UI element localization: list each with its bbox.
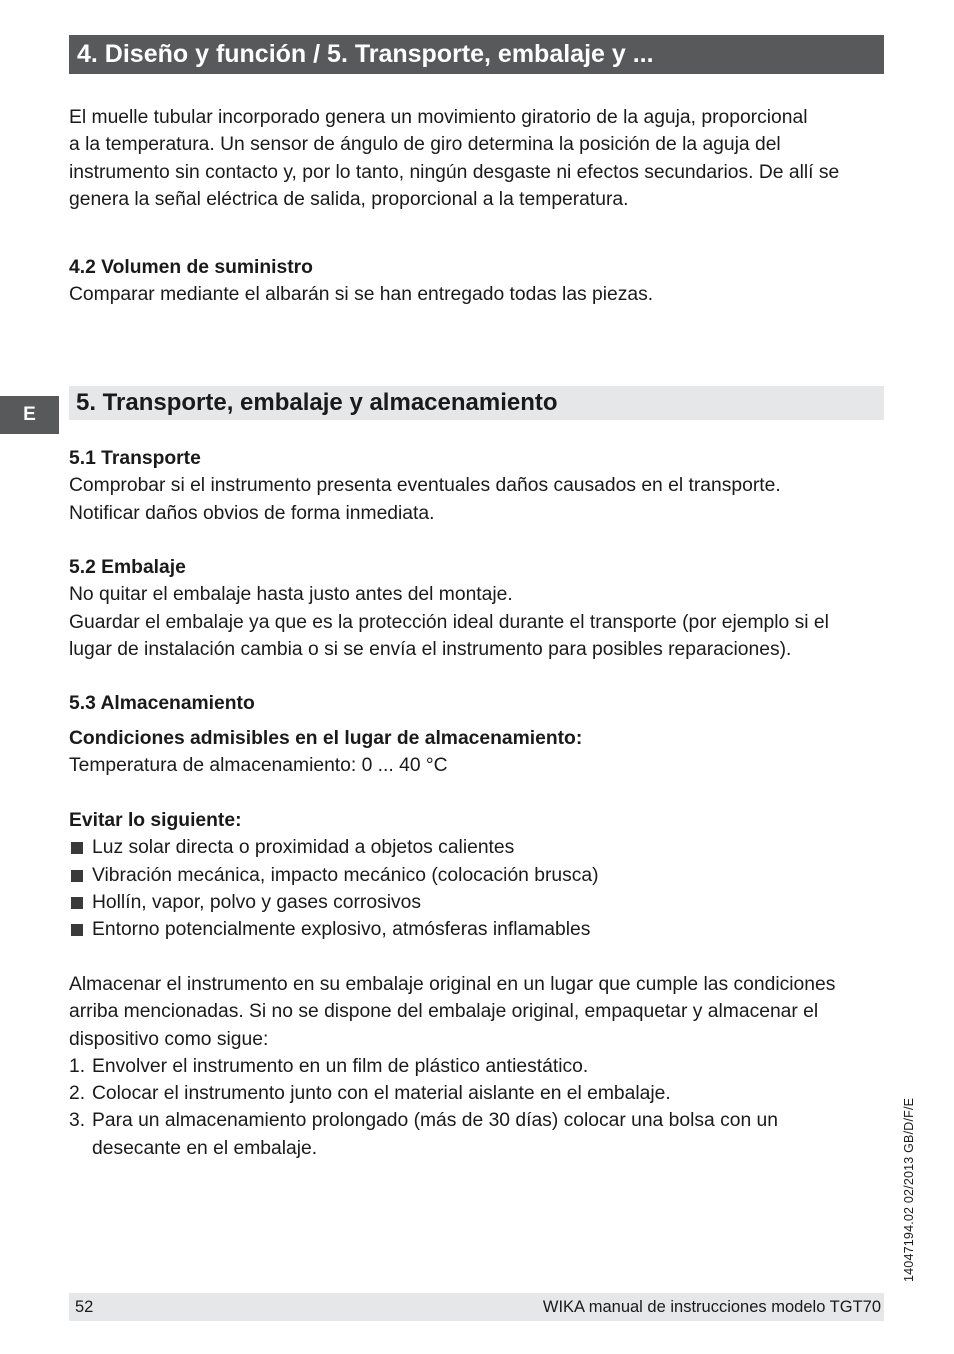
step-text: Para un almacenamiento prolongado (más de 30 días) colocar una bolsa con un desecante en el embalaje. xyxy=(92,1110,778,1159)
language-tab: E xyxy=(0,396,59,434)
square-bullet-icon xyxy=(71,842,83,854)
storage-temperature: Temperatura de almacenamiento: 0 ... 40 °C xyxy=(69,755,448,777)
page-header: 4. Diseño y función / 5. Transporte, embalaje y ... xyxy=(69,35,884,74)
section-4-2 xyxy=(69,254,884,309)
section-4-2-text: Comparar mediante el albarán si se han entregado todas las piezas. xyxy=(69,284,654,306)
avoid-heading: Evitar lo siguiente: xyxy=(69,810,242,831)
page-footer xyxy=(69,1293,884,1321)
list-item-text: Vibración mecánica, impacto mecánico (colocación brusca) xyxy=(92,864,599,886)
square-bullet-icon xyxy=(71,870,83,882)
section-5-2-line: Guardar el embalaje ya que es la protección ideal durante el transporte (por ejemplo si el xyxy=(69,611,829,633)
section-5-2-heading: 5.2 Embalaje xyxy=(69,557,186,578)
section-5-3-heading: 5.3 Almacenamiento xyxy=(69,693,255,714)
intro-line: genera la señal eléctrica de salida, proporcional a la temperatura. xyxy=(69,188,629,210)
list-item-text: Entorno potencialmente explosivo, atmósferas inflamables xyxy=(92,919,591,941)
storage-instructions xyxy=(69,971,884,1162)
section-5-2 xyxy=(69,554,884,663)
list-item xyxy=(69,889,884,916)
list-item xyxy=(69,1107,832,1162)
section-5-2-line: No quitar el embalaje hasta justo antes del montaje. xyxy=(69,584,513,606)
storage-conditions xyxy=(69,725,884,780)
conditions-heading: Condiciones admisibles en el lugar de almacenamiento: xyxy=(69,728,583,749)
step-number: 2. xyxy=(69,1083,86,1105)
square-bullet-icon xyxy=(71,897,83,909)
document-code: 14047194.02 02/2013 GB/D/F/E xyxy=(902,1097,916,1282)
section-5-3 xyxy=(69,690,884,717)
list-item-text: Luz solar directa o proximidad a objetos calientes xyxy=(92,837,515,859)
intro-paragraph xyxy=(69,104,884,213)
storage-line: dispositivo como sigue: xyxy=(69,1028,269,1050)
manual-title: WIKA manual de instrucciones modelo TGT70 xyxy=(542,1298,881,1316)
section-5-1-line: Notificar daños obvios de forma inmediata. xyxy=(69,502,435,524)
list-item xyxy=(69,1053,884,1080)
step-text: Colocar el instrumento junto con el material aislante en el embalaje. xyxy=(92,1083,671,1105)
square-bullet-icon xyxy=(71,924,83,936)
step-text: Envolver el instrumento en un film de plástico antiestático. xyxy=(92,1055,589,1077)
section-5-1 xyxy=(69,445,884,527)
avoid-block xyxy=(69,807,884,943)
section-5-1-heading: 5.1 Transporte xyxy=(69,448,201,469)
intro-line: El muelle tubular incorporado genera un movimiento giratorio de la aguja, proporcional xyxy=(69,107,808,128)
intro-line: a la temperatura. Un sensor de ángulo de giro determina la posición de la aguja del xyxy=(69,134,781,156)
storage-steps xyxy=(69,1053,884,1162)
list-item xyxy=(69,862,884,889)
step-number: 3. xyxy=(69,1110,86,1132)
step-number: 1. xyxy=(69,1055,86,1077)
storage-line: arriba mencionadas. Si no se dispone del embalaje original, empaquetar y almacenar el xyxy=(69,1001,819,1023)
list-item xyxy=(69,834,884,861)
section-5-2-line: lugar de instalación cambia o si se envía el instrumento para posibles reparaciones). xyxy=(69,638,792,660)
page-number: 52 xyxy=(75,1298,94,1316)
section-5-1-line: Comprobar si el instrumento presenta eventuales daños causados en el transporte. xyxy=(69,475,781,497)
list-item-text: Hollín, vapor, polvo y gases corrosivos xyxy=(92,891,422,913)
section-4-2-heading: 4.2 Volumen de suministro xyxy=(69,257,313,278)
section-5-heading: 5. Transporte, embalaje y almacenamiento xyxy=(69,386,884,420)
avoid-list xyxy=(69,834,884,943)
storage-line: Almacenar el instrumento en su embalaje original en un lugar que cumple las condiciones xyxy=(69,974,836,995)
intro-line: instrumento sin contacto y, por lo tanto, ningún desgaste ni efectos secundarios. De allí se xyxy=(69,161,840,183)
list-item xyxy=(69,916,884,943)
list-item xyxy=(69,1080,884,1107)
